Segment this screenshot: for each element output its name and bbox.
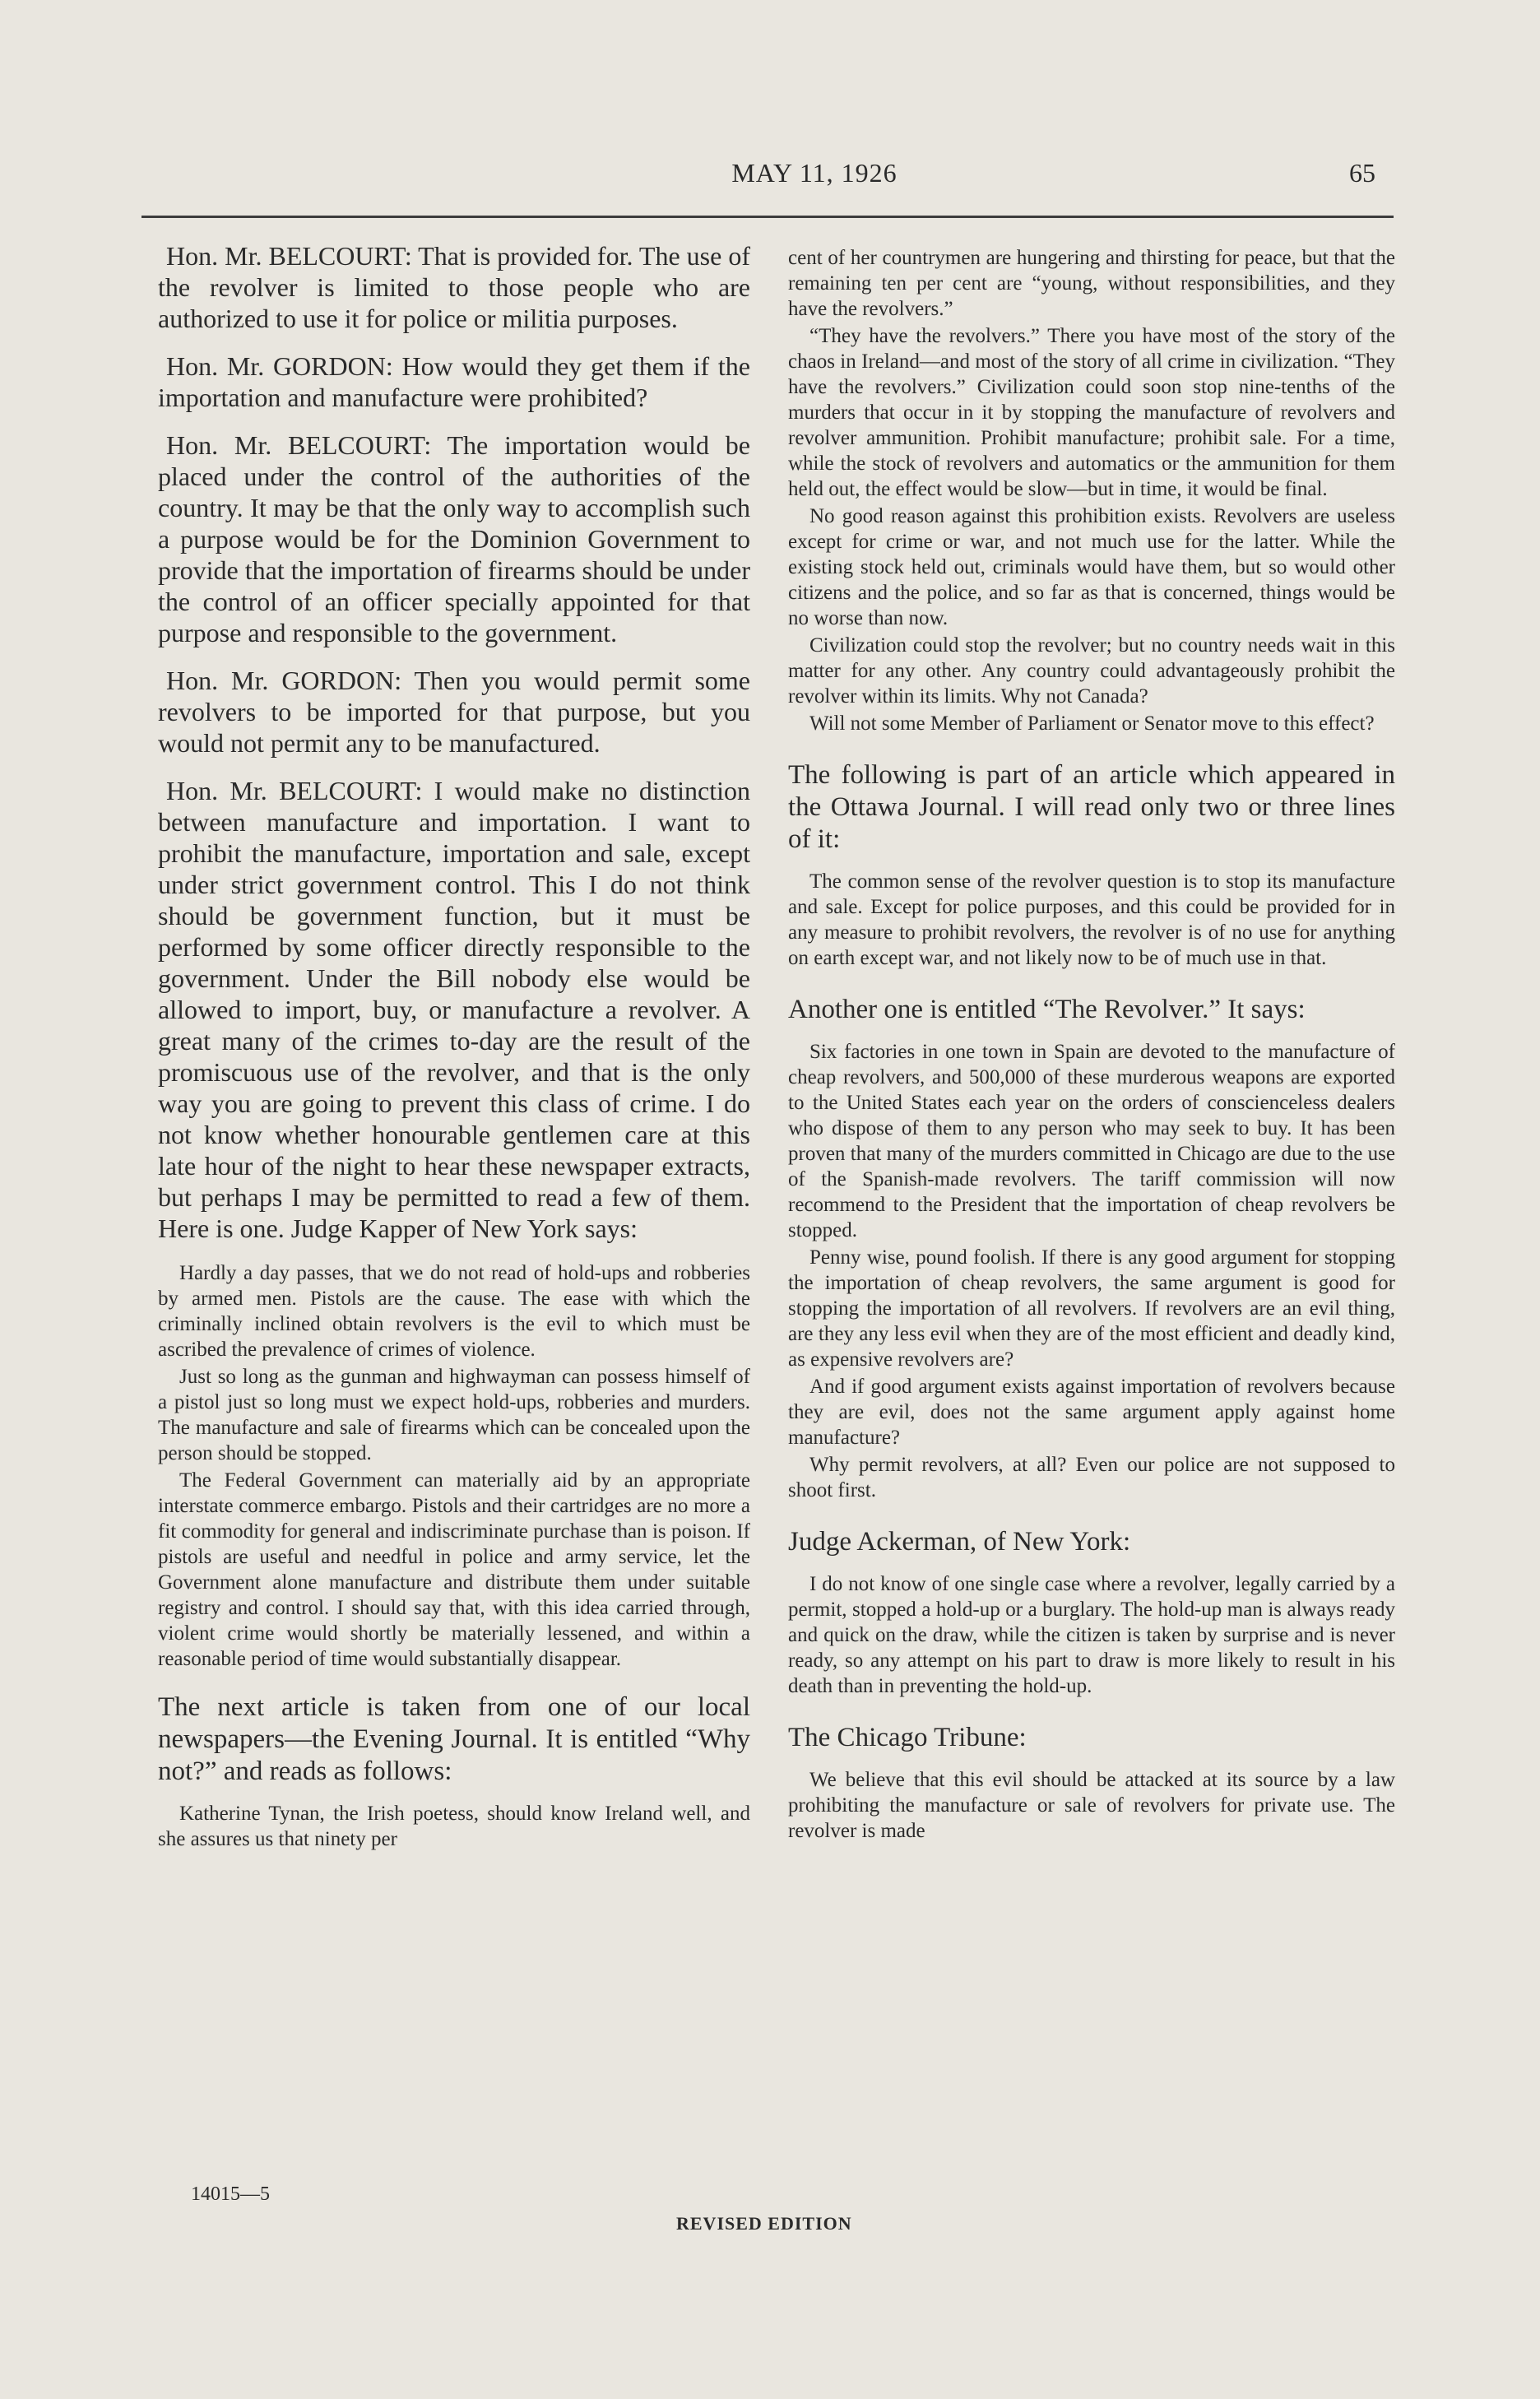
edition-label: REVISED EDITION <box>676 2213 852 2234</box>
quoted-paragraph: Hardly a day passes, that we do not read of hold-ups and robberies by armed men. Pistols are the cause. The ease with which the criminally inclined obtain revolvers is the evil to which must be ascribed the prevalence of crimes of violence. <box>158 1262 750 1361</box>
quoted-paragraph: We believe that this evil should be attacked at its source by a law prohibiting the manufacture or sale of revolvers for private use. The revolver is made <box>788 1769 1395 1842</box>
left-column <box>158 240 750 1854</box>
speech-paragraph: Hon. Mr. BELCOURT: That is provided for. The use of the revolver is limited to those people who are authorized to use it for police or militia purposes. <box>158 241 750 333</box>
speech-paragraph: Hon. Mr. GORDON: How would they get them if the importation and manufacture were prohibited? <box>158 351 750 412</box>
article-intro: Judge Ackerman, of New York: <box>788 1527 1131 1557</box>
header-date: MAY 11, 1926 <box>731 158 898 188</box>
article-intro: The Chicago Tribune: <box>788 1723 1027 1752</box>
quoted-paragraph: I do not know of one single case where a revolver, legally carried by a permit, stopped a hold-up or a burglary. The hold-up man is always ready and quick on the draw, while the citizen is taken by surprise and is never ready, so any attempt on his part to draw is more likely to result in his death than in preventing the hold-up. <box>788 1573 1395 1697</box>
printer-signature: 14015—5 <box>191 2183 270 2205</box>
quoted-paragraph: Civilization could stop the revolver; but no country needs wait in this matter for any other. Any country could advantageously prohibit the revolver within its limits. Why not Canada? <box>788 634 1395 708</box>
article-intro: Another one is entitled “The Revolver.” It says: <box>788 995 1306 1024</box>
quoted-paragraph: And if good argument exists against importation of revolvers because they are evil, does not the same argument apply against home manufacture? <box>788 1376 1395 1449</box>
article-intro: The following is part of an article which appeared in the Ottawa Journal. I will read only two or three lines of it: <box>788 760 1395 854</box>
quoted-paragraph: The Federal Government can materially aid by an appropriate interstate commerce embargo. Pistols and their cartridges are no more a fit commodity for general and indiscriminate purchase than is poison. If pistols are useful and needful in police and army service, let the Government alone manufacture and distribute them under suitable registry and control. I should say that, with this idea carried through, violent crime would shortly be materially lessened, and within a reasonable period of time would substantially disappear. <box>158 1469 750 1670</box>
page-number: 65 <box>1349 158 1375 188</box>
quoted-paragraph: No good reason against this prohibition exists. Revolvers are useless except for crime or war, and not much use for the latter. While the existing stock held out, criminals would have them, but so would other citizens and the police, and so far as that is concerned, things would be no worse than now. <box>788 505 1395 629</box>
speech-paragraph: Hon. Mr. GORDON: Then you would permit some revolvers to be imported for that purpose, but you would not permit any to be manufactured. <box>158 666 750 758</box>
quoted-paragraph: “They have the revolvers.” There you have most of the story of the chaos in Ireland—and most of the story of all crime in civilization. “They have the revolvers.” Civilization could soon stop nine-tenths of the murders that occur in it by stopping the manufacture of revolvers and revolver ammunition. Prohibit manufacture; prohibit sale. For a time, while the stock of revolvers and automatics or the ammunition for them held out, the effect would be slow—but in time, it would be final. <box>788 325 1395 500</box>
right-column <box>788 245 1395 1845</box>
article-intro: The next article is taken from one of our local newspapers—the Evening Journal. It is entitled “Why not?” and reads as follows: <box>158 1692 750 1786</box>
quoted-paragraph: Katherine Tynan, the Irish poetess, should know Ireland well, and she assures us that ninety per <box>158 1803 750 1850</box>
quoted-paragraph: Just so long as the gunman and highwayman can possess himself of a pistol just so long must we expect hold-ups, robberies and murders. The manufacture and sale of firearms which can be concealed upon the person should be stopped. <box>158 1366 750 1464</box>
header-rule <box>141 216 1394 218</box>
quoted-paragraph: The common sense of the revolver question is to stop its manufacture and sale. Except for police purposes, and this could be provided for in any measure to prohibit revolvers, the revolver is of no use for anything on earth except war, and not likely now to be of much use in that. <box>788 870 1395 969</box>
quoted-paragraph: Penny wise, pound foolish. If there is any good argument for stopping the importation of cheap revolvers, the same argument is good for stopping the importation of all revolvers. If revolvers are an evil thing, are they any less evil when they are of the most efficient and deadly kind, as expensive revolvers are? <box>788 1246 1395 1371</box>
quoted-paragraph: Why permit revolvers, at all? Even our police are not supposed to shoot first. <box>788 1454 1395 1501</box>
speech-paragraph: Hon. Mr. BELCOURT: I would make no distinction between manufacture and importation. I want to prohibit the manufacture, importation and sale, except under strict government control. This I do not think should be government function, but it must be performed by some officer directly responsible to the government. Under the Bill nobody else would be allowed to import, buy, or manufacture a revolver. A great many of the crimes to-day are the result of the promiscuous use of the revolver, and that is the only way you are going to prevent this class of crime. I do not know whether honourable gentlemen care at this late hour of the night to hear these newspaper extracts, but perhaps I may be permitted to read a few of them. Here is one. Judge Kapper of New York says: <box>158 776 750 1243</box>
quoted-paragraph: Will not some Member of Parliament or Senator move to this effect? <box>809 712 1375 735</box>
quoted-paragraph: Six factories in one town in Spain are devoted to the manufacture of cheap revolvers, and 500,000 of these murderous weapons are exported to the United States each year on the orders of conscienceless dealers who dispose of them to any person who may seek to buy. It has been proven that many of the murders committed in Chicago are due to the use of the Spanish-made revolvers. The tariff commission will now recommend to the President that the importation of cheap revolvers be stopped. <box>788 1041 1395 1241</box>
speech-paragraph: Hon. Mr. BELCOURT: The importation would be placed under the control of the authorities of the country. It may be that the only way to accomplish such a purpose would be for the Dominion Government to provide that the importation of firearms should be under the control of an officer specially appointed for that purpose and responsible to the government. <box>158 430 750 647</box>
quoted-paragraph: cent of her countrymen are hungering and thirsting for peace, but that the remaining ten per cent are “young, without responsibilities, and they have the revolvers.” <box>788 247 1395 320</box>
